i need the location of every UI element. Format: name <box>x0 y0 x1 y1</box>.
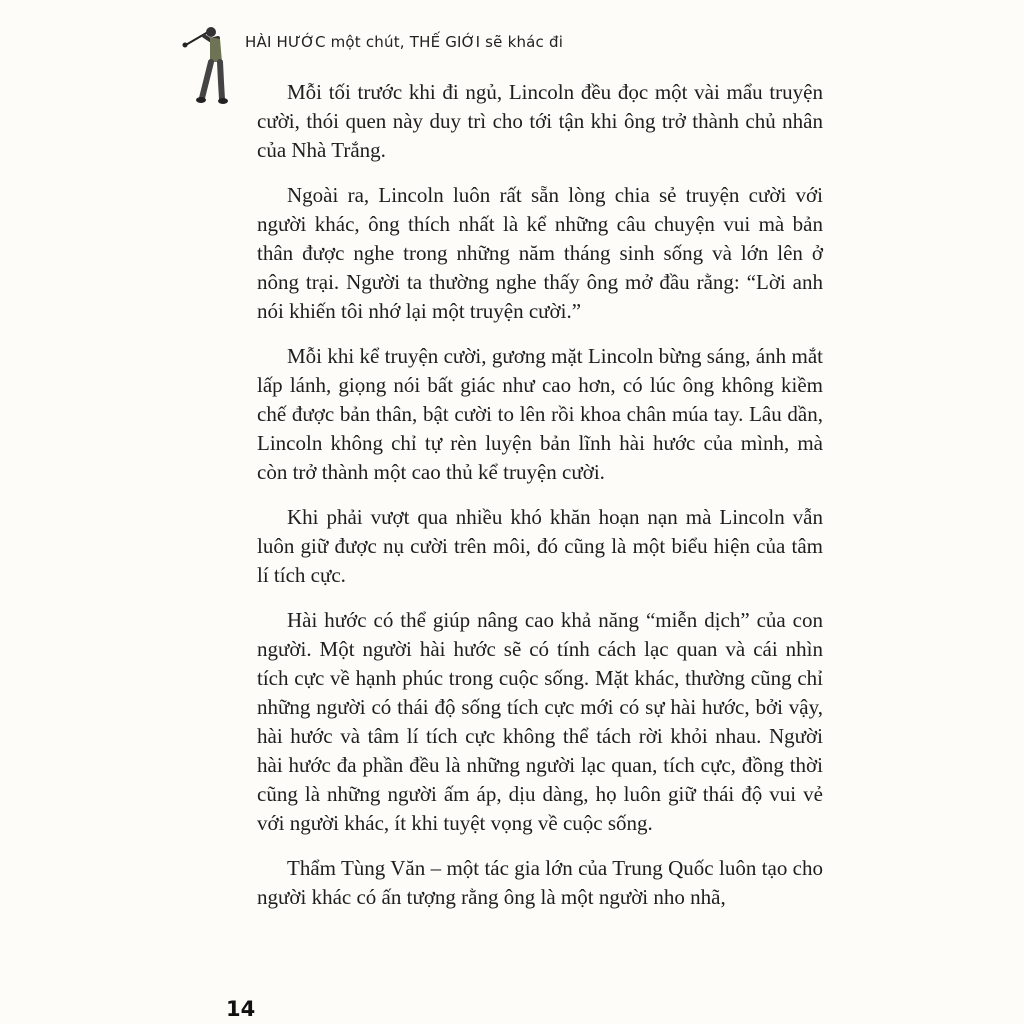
paragraph: Mỗi tối trước khi đi ngủ, Lincoln đều đọc một vài mẩu truyện cười, thói quen này duy trì cho tới tận khi ông trở thành chủ nhân của Nhà Trắng. <box>257 80 823 162</box>
paragraph: Ngoài ra, Lincoln luôn rất sẵn lòng chia sẻ truyện cười với người khác, ông thích nhất là kể những câu chuyện vui mà bản thân được nghe trong những năm tháng sinh sống và lớn lên ở nông trại. Người ta thường nghe thấy ông mở đầu rằng: “Lời anh nói khiến tôi nhớ lại một truyện cười.” <box>257 183 823 323</box>
paragraph: Mỗi khi kể truyện cười, gương mặt Lincoln bừng sáng, ánh mắt lấp lánh, giọng nói bất giác như cao hơn, có lúc ông không kiềm chế được bản thân, bật cười to lên rồi khoa chân múa tay. Lâu dần, Lincoln không chỉ tự rèn luyện bản lĩnh hài hước của mình, mà còn trở thành một cao thủ kể truyện cười. <box>257 344 823 484</box>
golfer-icon <box>180 22 236 106</box>
paragraph: Hài hước có thể giúp nâng cao khả năng “miễn dịch” của con người. Một người hài hước sẽ có tính cách lạc quan và cái nhìn tích cực về hạnh phúc trong cuộc sống. Mặt khác, thường cũng chỉ những người có thái độ sống tích cực mới có sự hài hước, bởi vậy, hài hước và tâm lí tích cực không thể tách rời khỏi nhau. Người hài hước đa phần đều là những người lạc quan, tích cực, đồng thời cũng là những người ấm áp, dịu dàng, họ luôn giữ thái độ vui vẻ với người khác, ít khi tuyệt vọng về cuộc sống. <box>257 608 823 835</box>
page-number: 14 <box>226 997 256 1021</box>
paragraph: Khi phải vượt qua nhiều khó khăn hoạn nạn mà Lincoln vẫn luôn giữ được nụ cười trên môi, đó cũng là một biểu hiện của tâm lí tích cực. <box>257 505 823 587</box>
body-text <box>257 78 823 928</box>
paragraph: Thẩm Tùng Văn – một tác gia lớn của Trung Quốc luôn tạo cho người khác có ấn tượng rằng ông là một người nho nhã, <box>257 856 823 909</box>
running-header: HÀI HƯỚC một chút, THẾ GIỚI sẽ khác đi <box>245 33 564 51</box>
